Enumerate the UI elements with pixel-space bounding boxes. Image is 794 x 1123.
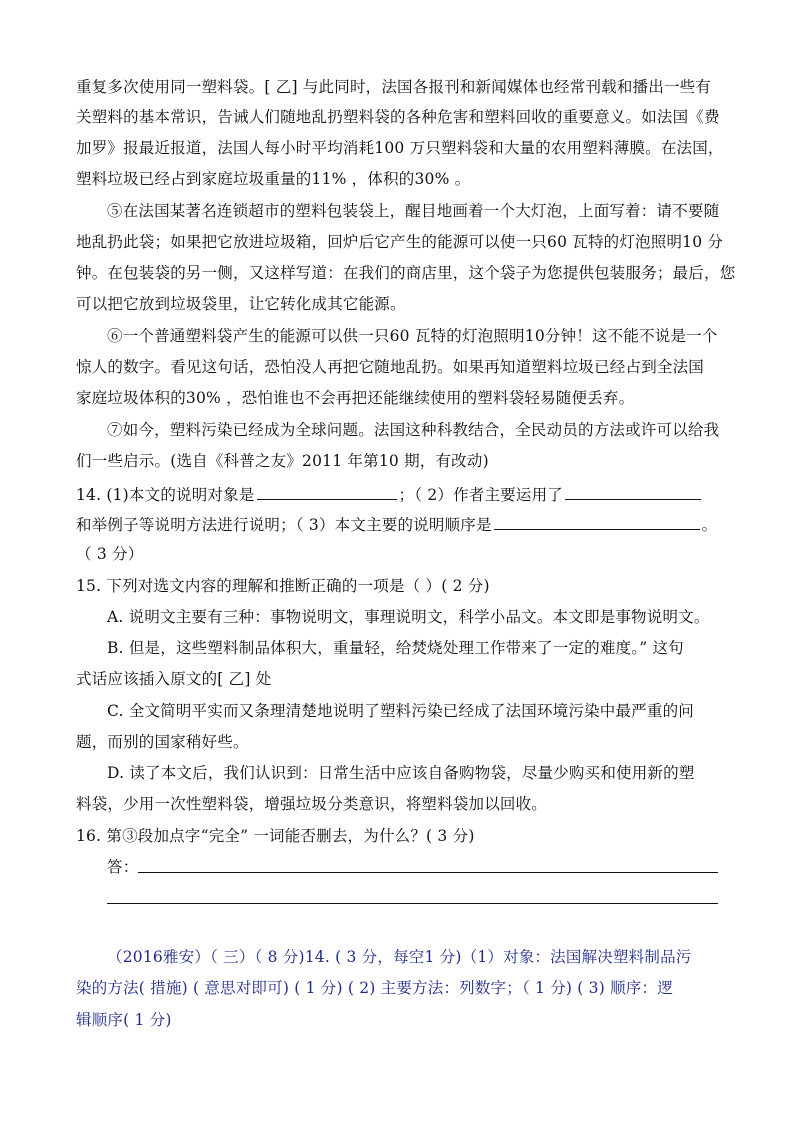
passage-line: 加罗》报最近报道，法国人每小时平均消耗100 万只塑料袋和大量的农用塑料薄膜。在法国， [76,139,724,157]
q16-answer-label: 答： [107,858,139,876]
q15-option-b-cont: 式话应该插入原文的[ 乙] 处 [76,670,272,688]
answer-key-line: 染的方法( 措施) ( 意思对即可) ( 1 分) ( 2) 主要方法：列数字；（ 1 分) ( 3) 顺序：逻 [76,979,673,997]
question-14-line-1 [76,483,703,505]
q16-answer-line-1[interactable] [138,872,718,873]
q14-text-c: 和举例子等说明方法进行说明；（ 3）本文主要的说明顺序是 [76,516,492,534]
question-16-stem: 16. 第③段加点字“完全” 一词能否删去，为什么？( 3 分) [76,827,475,845]
passage-line: 重复多次使用同一塑料袋。[ 乙] 与此同时，法国各报刊和新闻媒体也经常刊载和播出一些有 [76,78,712,96]
passage-line: ⑥一个普通塑料袋产生的能源可以供一只60 瓦特的灯泡照明10分钟！这不能不说是一个 [107,327,718,345]
q15-option-d: D. 读了本文后，我们认识到：日常生活中应该自备购物袋，尽量少购买和使用新的塑 [107,764,695,782]
q15-option-c: C. 全文简明平实而又条理清楚地说明了塑料污染已经成了法国环境污染中最严重的问 [107,702,694,720]
q14-text-a: 14. (1)本文的说明对象是 [76,486,255,504]
q15-option-d-cont: 料袋，少用一次性塑料袋，增强垃圾分类意识，将塑料袋加以回收。 [76,795,548,813]
q14-text-b: ；（ 2）作者主要运用了 [398,486,563,504]
question-15-stem: 15. 下列对选文内容的理解和推断正确的一项是（ ）( 2 分) [76,577,490,595]
passage-line: 地乱扔此袋；如果把它放进垃圾箱，回炉后它产生的能源可以使一只60 瓦特的灯泡照明10 分 [76,233,724,251]
answer-key-line: （2016雅安）（ 三）（ 8 分)14. ( 3 分，每空1 分)（1）对象：法国解决塑料制品污 [107,948,692,966]
passage-line: 们一些启示。(选自《科普之友》2011 年第10 期，有改动) [76,452,489,470]
q14-blank-object[interactable] [257,483,397,500]
passage-line: 家庭垃圾体积的30% ，恐怕谁也不会再把还能继续使用的塑料袋轻易随便丢弃。 [76,389,635,407]
q14-blank-method[interactable] [565,483,701,500]
passage-line: 惊人的数字。看见这句话，恐怕没人再把它随地乱扔。如果再知道塑料垃圾已经占到全法国 [76,358,705,376]
q15-option-c-cont: 题，而别的国家稍好些。 [76,733,249,751]
q14-text-d: 。 [701,516,718,534]
passage-line: 关塑料的基本常识，告诫人们随地乱扔塑料袋的各种危害和塑料回收的重要意义。如法国《费 [76,108,720,126]
question-14-line-2 [76,513,717,535]
answer-key-line: 辑顺序( 1 分) [76,1011,172,1029]
passage-line: 钟。在包装袋的另一侧，又这样写道：在我们的商店里，这个袋子为您提供包装服务；最后，您 [76,264,736,282]
q15-option-a: A. 说明文主要有三种：事物说明文，事理说明文，科学小品文。本文即是事物说明文。 [107,608,710,626]
passage-line: ⑤在法国某著名连锁超市的塑料包装袋上，醒目地画着一个大灯泡，上面写着：请不要随 [107,202,720,220]
q14-blank-order[interactable] [494,513,700,530]
q15-option-b: B. 但是，这些塑料制品体积大，重量轻，给焚烧处理工作带来了一定的难度。” 这句 [107,639,684,657]
q14-score: （ 3 分） [76,545,144,563]
passage-line: ⑦如今，塑料污染已经成为全球问题。法国这种科教结合，全民动员的方法或许可以给我 [107,421,720,439]
q16-answer-line-2[interactable] [107,903,718,904]
passage-line: 塑料垃圾已经占到家庭垃圾重量的11% ，体积的30% 。 [76,170,471,188]
passage-line: 可以把它放到垃圾袋里，让它转化成其它能源。 [76,295,406,313]
